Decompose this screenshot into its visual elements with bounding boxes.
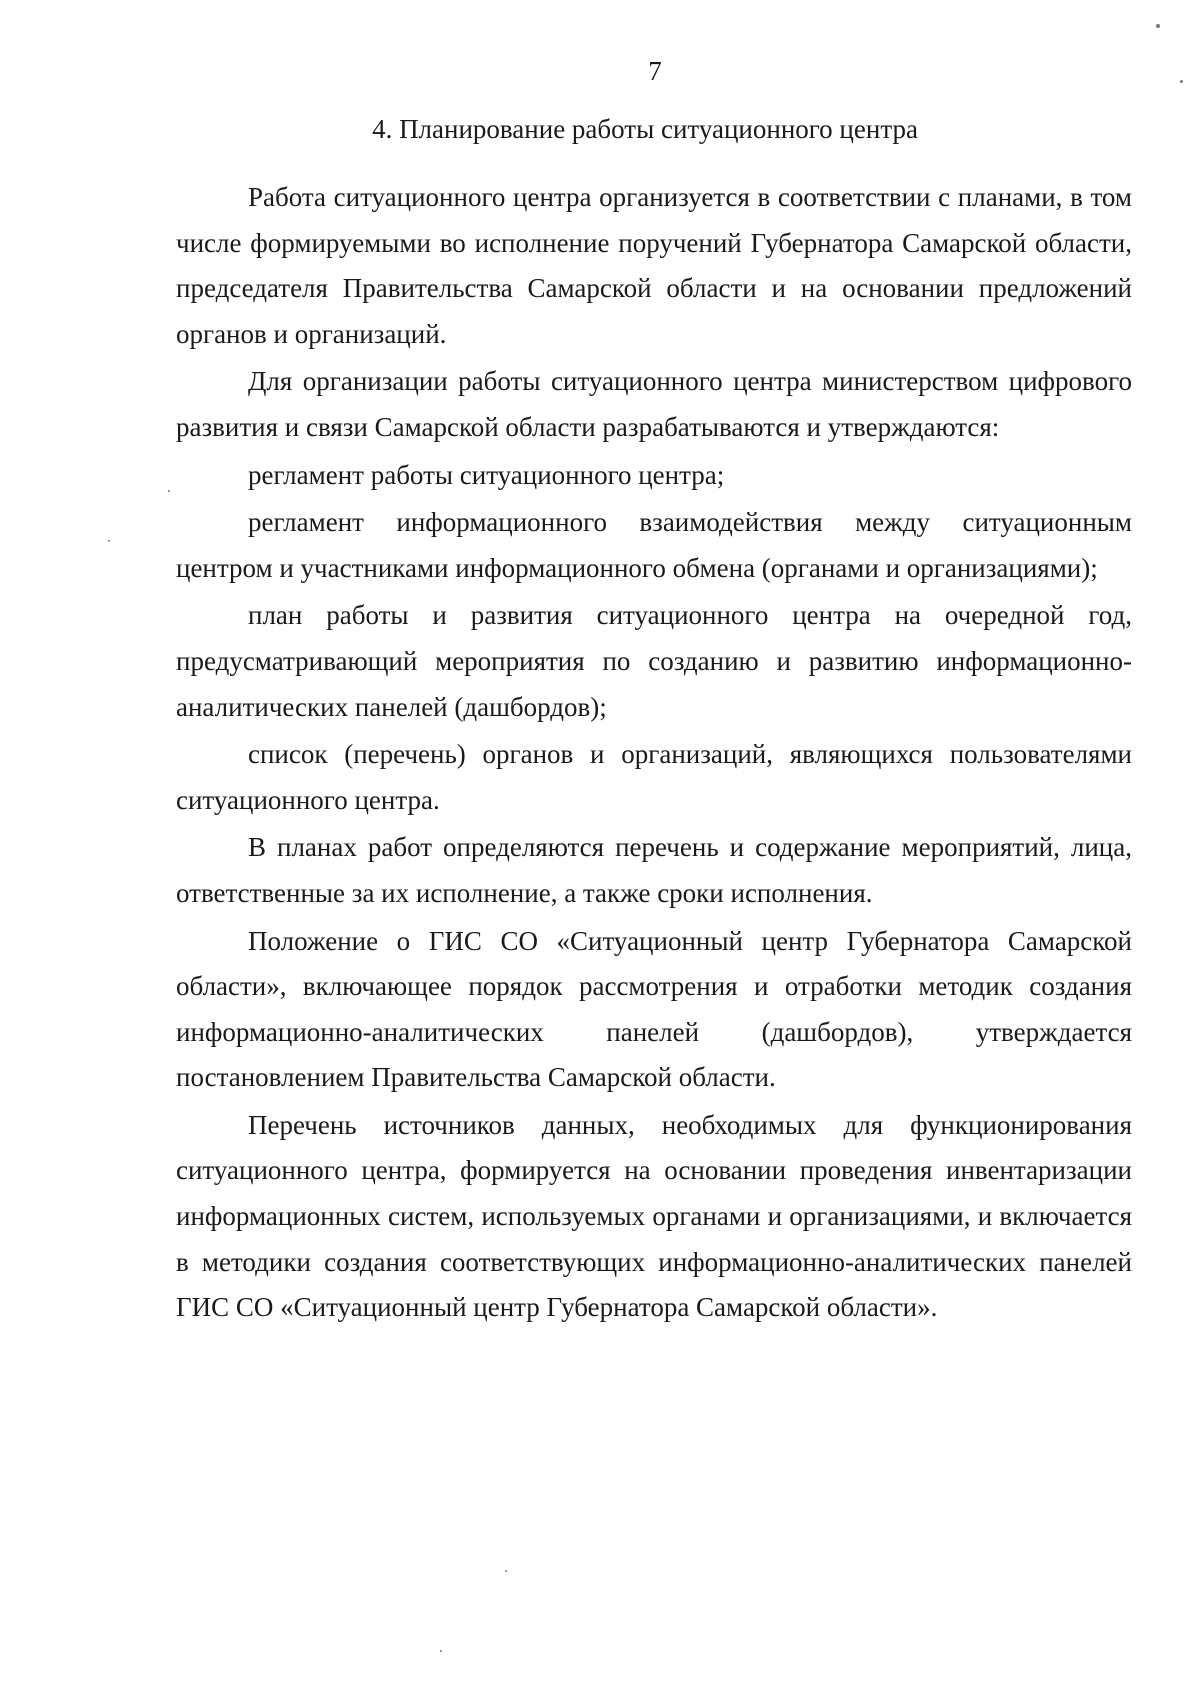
paragraph-regulation: Положение о ГИС СО «Ситуационный центр Губернатора Самарской области», включающее порядок рассмотрения и отработки методик создания информационно-аналитических панелей (дашбордов), утверждается постановлением Правительства Самарской области. [176, 925, 1132, 1093]
paragraph-data-sources: Перечень источников данных, необходимых для функционирования ситуационного центра, формируется на основании проведения инвентаризации информационных систем, используемых органами и организациями, и включается в методики создания соответствующих информационно-аналитических панелей ГИС СО «Ситуационный центр Губернатора Самарской области». [176, 1109, 1132, 1323]
document-body [176, 175, 1132, 1331]
paragraph-reglament-interaction: регламент информационного взаимодействия между ситуационным центром и участниками информационного обмена (органами и организациями); [176, 507, 1132, 583]
scan-speck [108, 540, 110, 542]
section-title: 4. Планирование работы ситуационного центра [372, 114, 918, 144]
page-number: 7 [648, 56, 662, 86]
scan-speck [505, 1570, 507, 1572]
scan-speck [1156, 24, 1160, 28]
paragraph-users-list: список (перечень) органов и организаций, являющихся пользователями ситуационного центра. [176, 739, 1132, 815]
paragraph-organization: Для организации работы ситуационного центра министерством цифрового развития и связи Самарской области разрабатываются и утверждаются: [176, 366, 1132, 442]
scan-speck [440, 1650, 442, 1652]
paragraph-reglament-work: регламент работы ситуационного центра; [248, 459, 725, 490]
scan-speck [168, 490, 170, 492]
paragraph-work-plans: Работа ситуационного центра организуется в соответствии с планами, в том числе формируемыми во исполнение поручений Губернатора Самарской области, председателя Правительства Самарской области и на основании предложений органов и организаций. [176, 182, 1132, 349]
paragraph-annual-plan: план работы и развития ситуационного центра на очередной год, предусматривающий мероприятия по созданию и развитию информационно-аналитических панелей (дашбордов); [176, 600, 1132, 722]
paragraph-plan-contents: В планах работ определяются перечень и содержание мероприятий, лица, ответственные за их исполнение, а также сроки исполнения. [176, 832, 1132, 908]
scan-speck [1180, 80, 1183, 83]
